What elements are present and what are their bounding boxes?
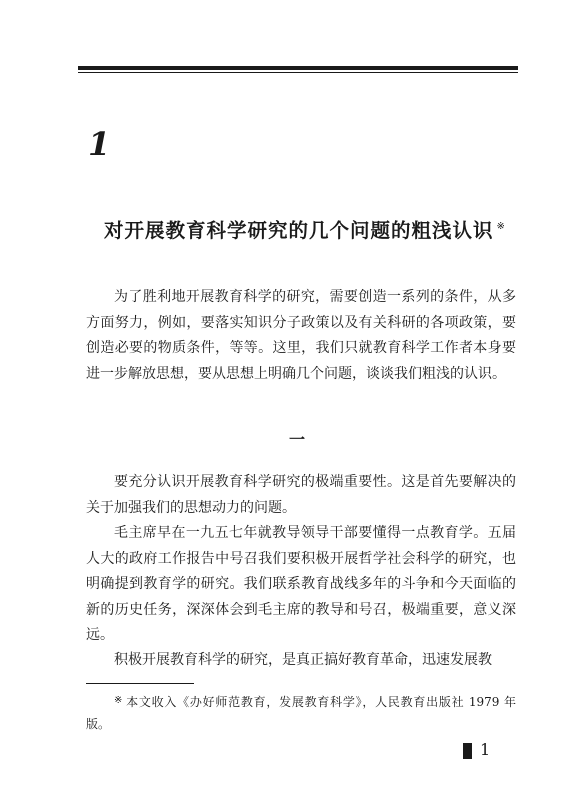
footnote-text: 本文收入《办好师范教育，发展教育科学》，人民教育出版社 1979 年版。 (86, 695, 517, 731)
title-footnote-mark: ※ (496, 221, 506, 232)
footnote-mark: ※ (114, 695, 124, 706)
article-title (104, 214, 534, 244)
page-number-marker (463, 743, 472, 759)
chapter-number: 1 (88, 125, 111, 163)
footnote-rule (86, 683, 194, 684)
section-number: 一 (289, 430, 306, 449)
header-rule-thin (78, 72, 518, 73)
page-number: 1 (480, 740, 491, 759)
section-paragraph-2: 毛主席早在一九五七年就教导领导干部要懂得一点教育学。五届人大的政府工作报告中号召我们要积极开展哲学社会科学的研究，也明确提到教育学的研究。我们联系教育战线多年的斗争和今天面临的新的历史任务，深深体会到毛主席的教导和号召，极端重要，意义深远。 (86, 525, 516, 643)
section-paragraph-1: 要充分认识开展教育科学研究的极端重要性。这是首先要解决的关于加强我们的思想动力的问题。 (86, 474, 516, 516)
article-title-text: 对开展教育科学研究的几个问题的粗浅认识 (104, 219, 494, 242)
section-paragraph-3: 积极开展教育科学的研究，是真正搞好教育革命，迅速发展教 (114, 652, 492, 668)
intro-paragraph: 为了胜利地开展教育科学的研究，需要创造一系列的条件，从多方面努力，例如，要落实知识分子政策以及有关科研的各项政策，要创造必要的物质条件，等等。这里，我们只就教育科学工作者本身要进一步解放思想，要从思想上明确几个问题，谈谈我们粗浅的认识。 (86, 289, 516, 382)
footnote (86, 690, 516, 735)
header-rule-thick (78, 66, 518, 70)
